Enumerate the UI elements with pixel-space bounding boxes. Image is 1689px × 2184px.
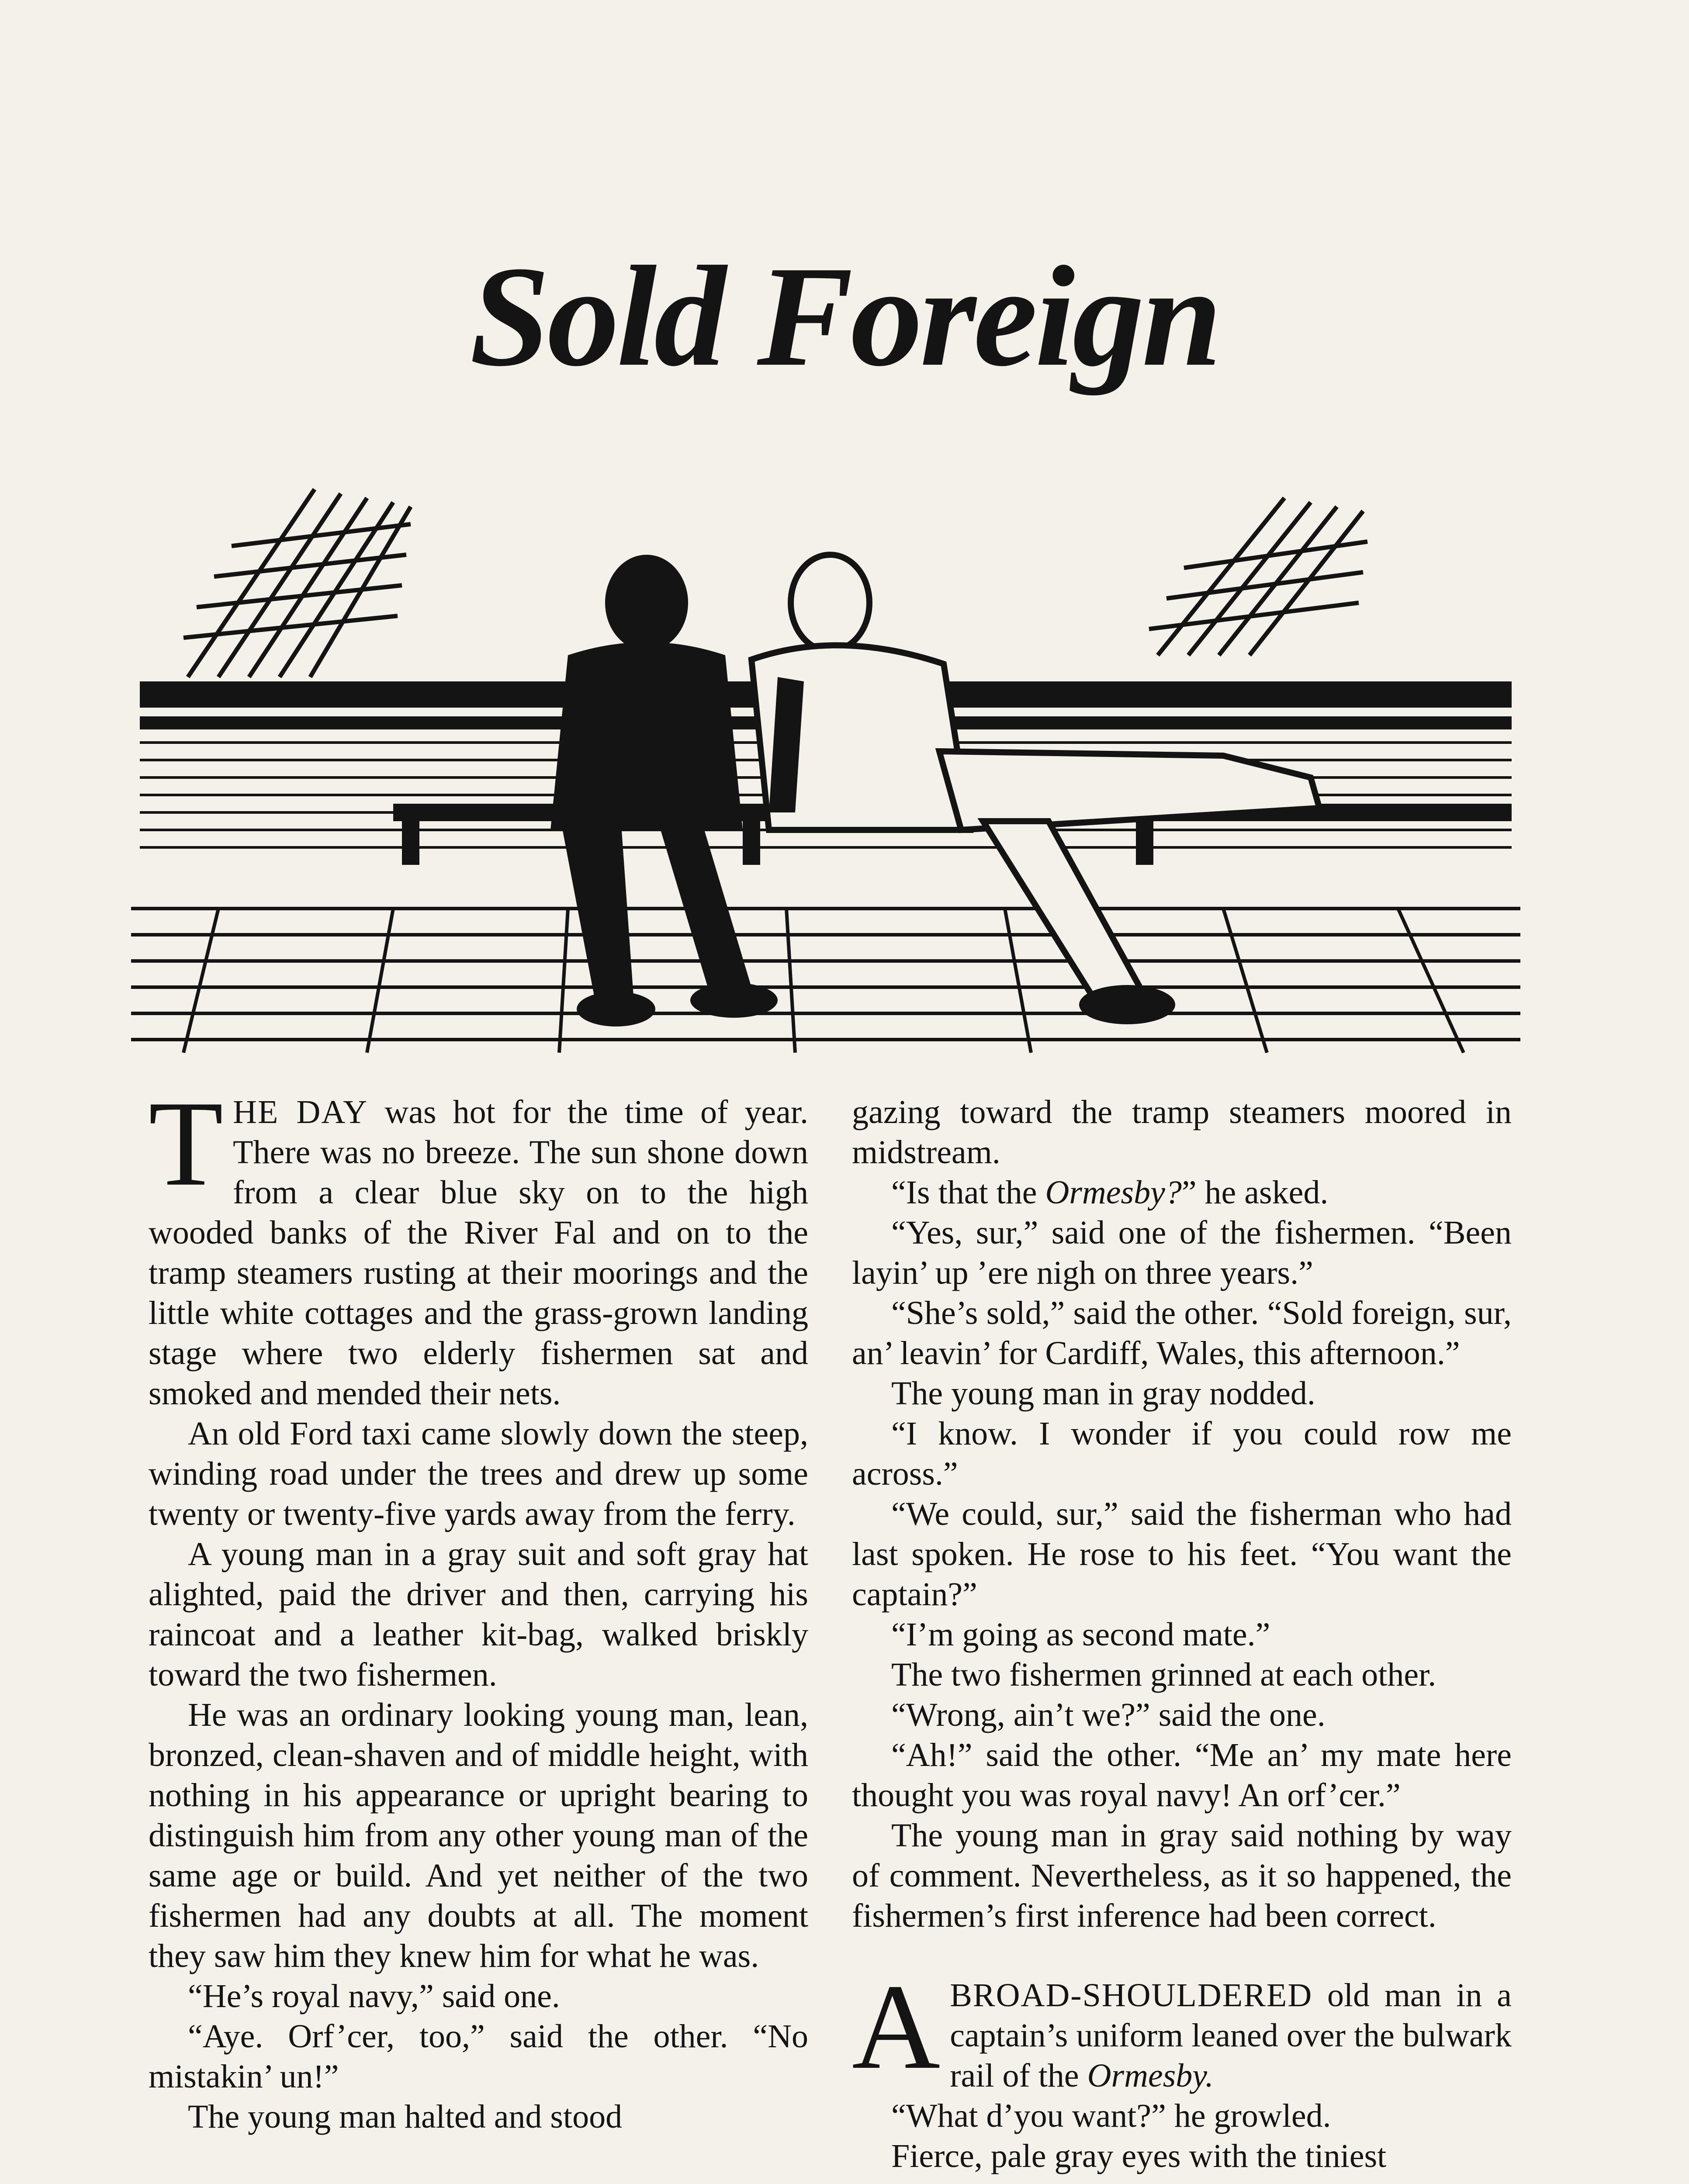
paragraph: “Aye. Orf’cer, too,” said the other. “No mistakin’ un!”	[149, 2018, 808, 2095]
paragraph-text: ” he asked.	[1181, 1174, 1329, 1211]
ship-name: Ormesby.	[1087, 2057, 1214, 2094]
right-column	[852, 1092, 1512, 2176]
paragraph: The young man halted and stood	[188, 2098, 623, 2135]
lead-in: BROAD-SHOULDERED	[950, 1977, 1313, 2014]
section-break	[852, 1936, 1512, 1975]
paragraph: “I know. I wonder if you could row me across.”	[852, 1415, 1512, 1492]
section-opening-paragraph	[852, 1959, 1512, 2096]
paragraph-text: was hot for the time of year. There was no breeze. The sun shone down from a clear blue sky on to the high wooded banks of the River Fal and on to the tramp steamers rusting at their moorings and the little white cottages and the grass-grown landing stage where two elderly fishermen sat and smoked and mended their nets.	[149, 1094, 808, 1412]
drop-cap: A	[852, 1959, 941, 2094]
paragraph: “We could, sur,” said the fisherman who had last spoken. He rose to his feet. “You want the captain?”	[852, 1496, 1512, 1613]
paragraph	[852, 1172, 1512, 1213]
paragraph: gazing toward the tramp steamers moored in midstream.	[852, 1094, 1512, 1171]
paragraph: The two fishermen grinned at each other.	[891, 1656, 1436, 1693]
paragraph: “I’m going as second mate.”	[891, 1616, 1270, 1653]
drop-cap: T	[149, 1075, 224, 1211]
paragraph: “Yes, sur,” said one of the fishermen. “Been layin’ up ’ere nigh on three years.”	[852, 1214, 1512, 1291]
paragraph: Fierce, pale gray eyes with the tiniest	[891, 2138, 1387, 2174]
woodcut-two-fishermen-on-ship-deck-icon	[131, 472, 1520, 1057]
paragraph: “Ah!” said the other. “Me an’ my mate here thought you was royal navy! An orf’cer.”	[852, 1737, 1512, 1814]
story-title: Sold Foreign	[470, 237, 1219, 396]
paragraph-text: old man in a captain’s uniform leaned over the bulwark rail of the	[950, 1977, 1512, 2094]
paragraph: “He’s royal navy,” said one.	[188, 1978, 560, 2015]
paragraph: The young man in gray said nothing by way of comment. Nevertheless, as it so happened, the fishermen’s first inference had been correct.	[852, 1817, 1512, 1934]
paragraph: “She’s sold,” said the other. “Sold foreign, sur, an’ leavin’ for Cardiff, Wales, this afternoon.”	[852, 1295, 1512, 1372]
paragraph: “Wrong, ain’t we?” said the one.	[891, 1697, 1326, 1733]
paragraph: He was an ordinary looking young man, lean, bronzed, clean-shaven and of middle height, with nothing in his appearance or upright bearing to distinguish him from any other young man of the same age or build. And yet neither of the two fishermen had any doubts at all. The moment they saw him they knew him for what he was.	[149, 1697, 808, 1974]
paragraph: “What d’you want?” he growled.	[891, 2098, 1331, 2134]
paragraph-text: “Is that the	[891, 1174, 1045, 1211]
ship-name: Ormesby?	[1045, 1174, 1182, 1211]
paragraph: The young man in gray nodded.	[891, 1375, 1315, 1412]
paragraph: An old Ford taxi came slowly down the steep, winding road under the trees and drew up some twenty or twenty-five yards away from the ferry.	[149, 1415, 808, 1532]
paragraph: A young man in a gray suit and soft gray hat alighted, paid the driver and then, carrying his raincoat and a leather kit-bag, walked briskly toward the two fishermen.	[149, 1536, 808, 1693]
lead-in: HE DAY	[233, 1094, 368, 1130]
left-column	[149, 1075, 808, 2137]
opening-paragraph	[149, 1075, 808, 1413]
